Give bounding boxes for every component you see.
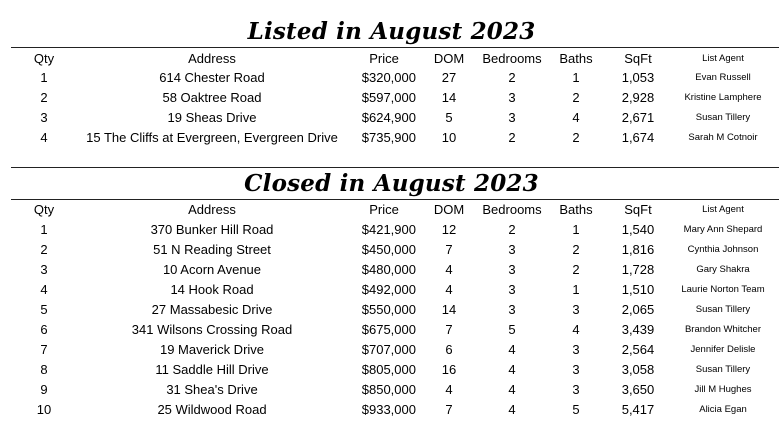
cell-sqft: 1,053: [621, 70, 655, 85]
cell-address: 27 Massabesic Drive: [151, 302, 273, 317]
cell-address: 19 Sheas Drive: [167, 110, 257, 125]
cell-price: $735,900: [361, 130, 416, 145]
cell-sqft: 2,928: [621, 90, 655, 105]
cell-qty: 1: [40, 222, 48, 237]
col-price-header: Price: [369, 202, 399, 217]
col-agent-header: List Agent: [702, 53, 744, 64]
cell-dom: 10: [441, 130, 457, 145]
cell-sqft: 5,417: [621, 402, 655, 417]
cell-sqft: 2,671: [621, 110, 655, 125]
cell-bedrooms: 2: [508, 222, 516, 237]
col-baths-header: Baths: [559, 51, 593, 66]
cell-bedrooms: 3: [508, 282, 516, 297]
cell-qty: 10: [36, 402, 52, 417]
cell-sqft: 3,650: [621, 382, 655, 397]
cell-bedrooms: 3: [508, 302, 516, 317]
cell-baths: 3: [572, 382, 580, 397]
cell-qty: 2: [40, 242, 48, 257]
cell-qty: 1: [40, 70, 48, 85]
cell-address: 58 Oaktree Road: [162, 90, 262, 105]
cell-agent: Jennifer Delisle: [690, 344, 756, 355]
cell-bedrooms: 3: [508, 110, 516, 125]
cell-baths: 2: [572, 130, 580, 145]
cell-dom: 14: [441, 302, 457, 317]
table-row: [0, 400, 783, 420]
cell-price: $850,000: [361, 382, 416, 397]
cell-price: $421,900: [361, 222, 416, 237]
col-dom-header: DOM: [433, 51, 465, 66]
cell-qty: 3: [40, 110, 48, 125]
cell-qty: 3: [40, 262, 48, 277]
cell-dom: 27: [441, 70, 457, 85]
cell-baths: 2: [572, 262, 580, 277]
closed-title: Closed in August 2023: [244, 170, 539, 197]
table-row: [0, 300, 783, 320]
cell-address: 10 Acorn Avenue: [162, 262, 262, 277]
cell-qty: 6: [40, 322, 48, 337]
listed-title-divider: [11, 47, 779, 48]
cell-price: $805,000: [361, 362, 416, 377]
col-baths-header: Baths: [559, 202, 593, 217]
cell-price: $320,000: [361, 70, 416, 85]
cell-address: 614 Chester Road: [159, 70, 265, 85]
cell-baths: 4: [572, 110, 580, 125]
cell-price: $480,000: [361, 262, 416, 277]
cell-agent: Gary Shakra: [696, 264, 750, 275]
table-row: [0, 320, 783, 340]
cell-baths: 5: [572, 402, 580, 417]
cell-dom: 4: [445, 262, 453, 277]
cell-sqft: 3,439: [621, 322, 655, 337]
cell-bedrooms: 3: [508, 262, 516, 277]
cell-bedrooms: 3: [508, 90, 516, 105]
cell-dom: 4: [445, 382, 453, 397]
cell-address: 341 Wilsons Crossing Road: [131, 322, 293, 337]
cell-agent: Alicia Egan: [699, 404, 747, 415]
cell-qty: 4: [40, 282, 48, 297]
cell-dom: 5: [445, 110, 453, 125]
closed-header-row: [0, 200, 783, 220]
cell-qty: 7: [40, 342, 48, 357]
table-row: [0, 108, 783, 128]
cell-bedrooms: 4: [508, 362, 516, 377]
cell-baths: 2: [572, 242, 580, 257]
table-row: [0, 360, 783, 380]
cell-agent: Mary Ann Shepard: [683, 224, 763, 235]
cell-price: $450,000: [361, 242, 416, 257]
col-bedrooms-header: Bedrooms: [482, 202, 542, 217]
cell-qty: 4: [40, 130, 48, 145]
table-row: [0, 88, 783, 108]
cell-baths: 1: [572, 222, 580, 237]
cell-agent: Cynthia Johnson: [687, 244, 759, 255]
cell-sqft: 3,058: [621, 362, 655, 377]
cell-agent: Susan Tillery: [695, 364, 751, 375]
cell-qty: 9: [40, 382, 48, 397]
cell-agent: Evan Russell: [695, 72, 751, 83]
cell-address: 370 Bunker Hill Road: [150, 222, 274, 237]
cell-price: $550,000: [361, 302, 416, 317]
cell-dom: 4: [445, 282, 453, 297]
cell-sqft: 1,510: [621, 282, 655, 297]
cell-dom: 7: [445, 322, 453, 337]
cell-address: 25 Wildwood Road: [157, 402, 267, 417]
listed-header-row: [0, 49, 783, 69]
cell-address: 11 Saddle Hill Drive: [155, 362, 269, 377]
cell-price: $597,000: [361, 90, 416, 105]
cell-dom: 16: [441, 362, 457, 377]
col-price-header: Price: [369, 51, 399, 66]
col-sqft-header: SqFt: [624, 202, 652, 217]
cell-agent: Brandon Whitcher: [684, 324, 762, 335]
cell-bedrooms: 4: [508, 382, 516, 397]
cell-qty: 2: [40, 90, 48, 105]
table-row: [0, 380, 783, 400]
cell-bedrooms: 3: [508, 242, 516, 257]
cell-baths: 3: [572, 362, 580, 377]
cell-agent: Sarah M Cotnoir: [688, 132, 758, 143]
cell-sqft: 2,564: [621, 342, 655, 357]
cell-dom: 6: [445, 342, 453, 357]
col-bedrooms-header: Bedrooms: [482, 51, 542, 66]
table-row: [0, 220, 783, 240]
col-address-header: Address: [188, 202, 236, 217]
cell-bedrooms: 2: [508, 70, 516, 85]
cell-address: 31 Shea's Drive: [166, 382, 258, 397]
cell-qty: 5: [40, 302, 48, 317]
cell-price: $707,000: [361, 342, 416, 357]
cell-address: 51 N Reading Street: [153, 242, 271, 257]
cell-sqft: 2,065: [621, 302, 655, 317]
section-divider: [11, 167, 779, 168]
cell-price: $492,000: [361, 282, 416, 297]
cell-bedrooms: 4: [508, 402, 516, 417]
cell-baths: 4: [572, 322, 580, 337]
cell-address: 19 Maverick Drive: [159, 342, 265, 357]
cell-agent: Laurie Norton Team: [681, 284, 765, 295]
table-row: [0, 240, 783, 260]
cell-address: 15 The Cliffs at Evergreen, Evergreen Drive: [86, 130, 338, 145]
cell-dom: 7: [445, 402, 453, 417]
cell-agent: Jill M Hughes: [694, 384, 752, 395]
col-address-header: Address: [188, 51, 236, 66]
cell-dom: 7: [445, 242, 453, 257]
cell-price: $675,000: [361, 322, 416, 337]
cell-baths: 2: [572, 90, 580, 105]
table-row: [0, 340, 783, 360]
cell-qty: 8: [40, 362, 48, 377]
table-row: [0, 260, 783, 280]
table-row: [0, 280, 783, 300]
col-qty-header: Qty: [33, 202, 55, 217]
listed-title: Listed in August 2023: [247, 18, 536, 45]
cell-address: 14 Hook Road: [170, 282, 254, 297]
cell-baths: 1: [572, 282, 580, 297]
col-sqft-header: SqFt: [624, 51, 652, 66]
cell-dom: 12: [441, 222, 457, 237]
cell-baths: 1: [572, 70, 580, 85]
cell-sqft: 1,728: [621, 262, 655, 277]
cell-agent: Susan Tillery: [695, 112, 751, 123]
cell-sqft: 1,674: [621, 130, 655, 145]
col-dom-header: DOM: [433, 202, 465, 217]
cell-agent: Kristine Lamphere: [684, 92, 762, 103]
cell-bedrooms: 4: [508, 342, 516, 357]
cell-baths: 3: [572, 302, 580, 317]
table-row: [0, 68, 783, 88]
cell-sqft: 1,540: [621, 222, 655, 237]
cell-price: $933,000: [361, 402, 416, 417]
cell-agent: Susan Tillery: [695, 304, 751, 315]
cell-dom: 14: [441, 90, 457, 105]
cell-price: $624,900: [361, 110, 416, 125]
cell-bedrooms: 5: [508, 322, 516, 337]
cell-bedrooms: 2: [508, 130, 516, 145]
col-agent-header: List Agent: [702, 204, 744, 215]
cell-baths: 3: [572, 342, 580, 357]
col-qty-header: Qty: [33, 51, 55, 66]
cell-sqft: 1,816: [621, 242, 655, 257]
table-row: [0, 128, 783, 148]
